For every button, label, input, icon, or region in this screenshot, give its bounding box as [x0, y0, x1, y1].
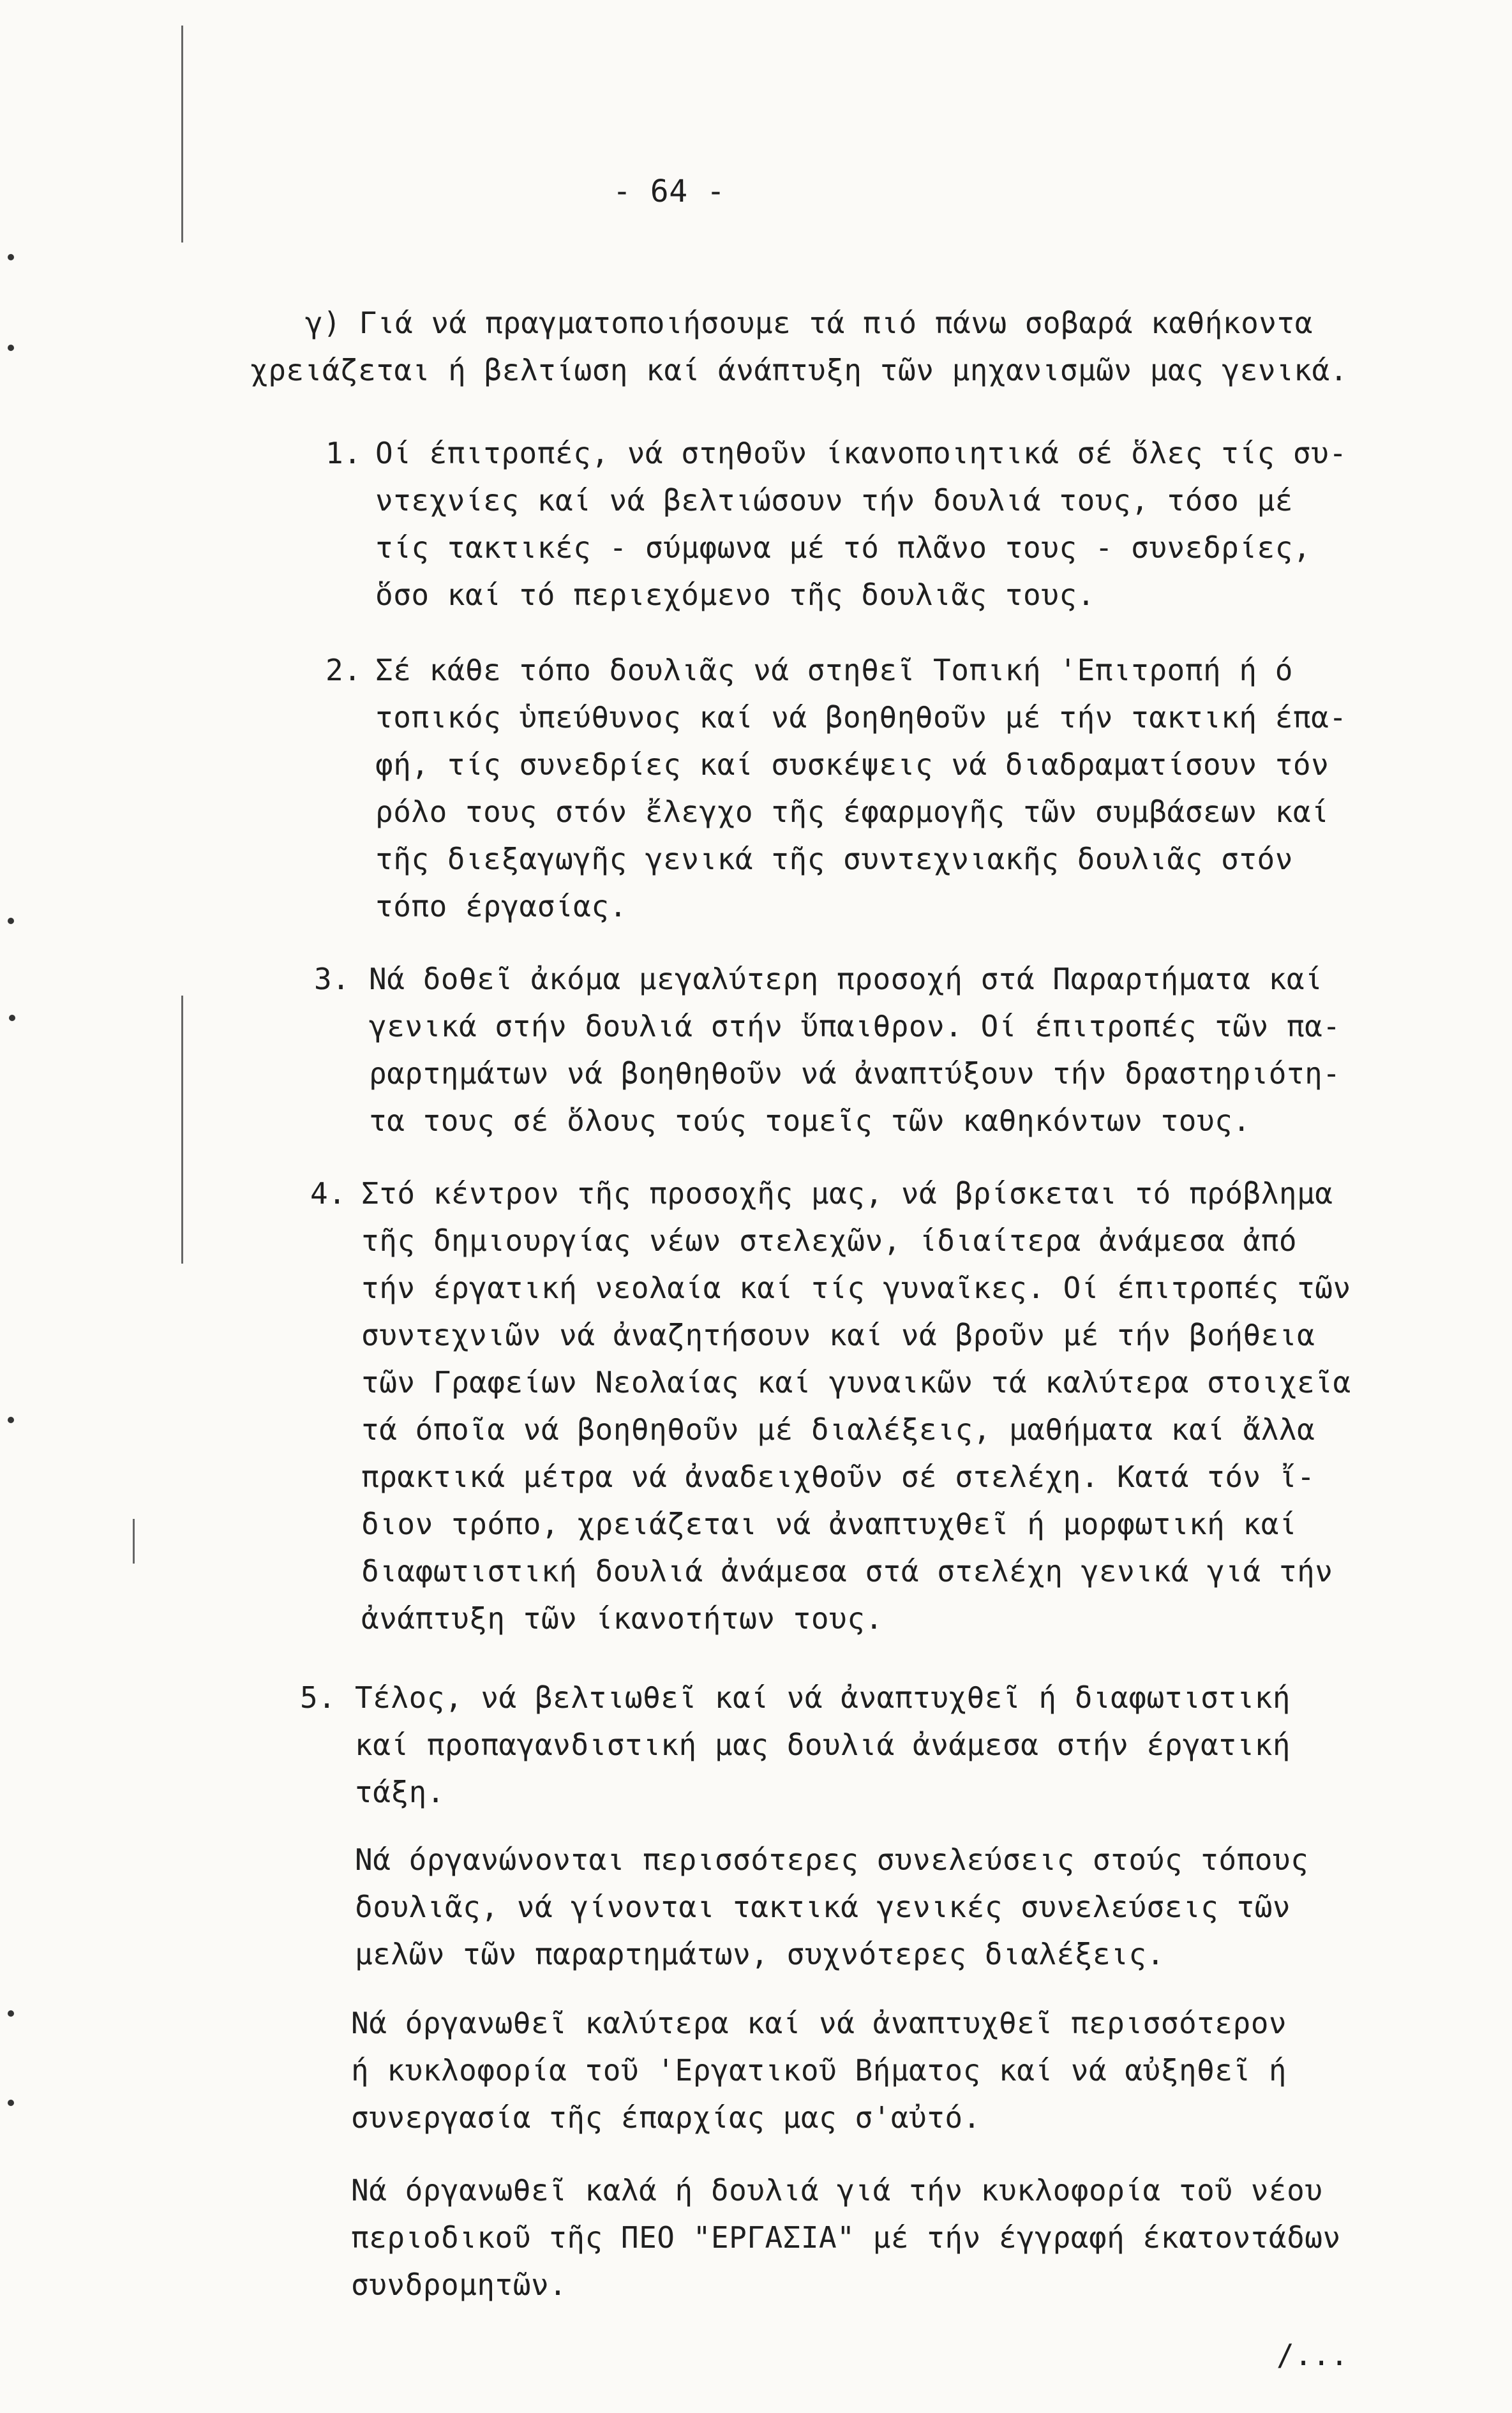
paragraph-line: Νά όργανώνονται περισσότερες συνελεύσεις στούς τόπους — [355, 1842, 1309, 1877]
margin-line-mark — [181, 996, 183, 1264]
item-line: ραρτημάτων νά βοηθηθοῦν νά ἀναπτύξουν τήν δραστηριότη- — [369, 1056, 1341, 1091]
continuation-mark: /... — [1276, 2338, 1349, 2372]
item-line: τίς τακτικές - σύμφωνα μέ τό πλᾶνο τους - συνεδρίες, — [375, 530, 1312, 565]
item-line: ἀνάπτυξη τῶν ίκανοτήτων τους. — [361, 1601, 883, 1636]
margin-dot — [8, 918, 14, 924]
intro-line: χρειάζεται ή βελτίωση καί άνάπτυξη τῶν μηχανισμῶν μας γενικά. — [250, 353, 1348, 387]
margin-dot — [8, 254, 14, 260]
item-line: τοπικός ὑπεύθυνος καί νά βοηθηθοῦν μέ τήν τακτική έπα- — [375, 700, 1347, 735]
item-number: 4. — [310, 1176, 347, 1211]
paragraph-line: Νά όργανωθεῖ καλά ή δουλιά γιά τήν κυκλοφορία τοῦ νέου — [351, 2173, 1323, 2208]
item-line: Νά δοθεῖ ἀκόμα μεγαλύτερη προσοχή στά Παραρτήματα καί — [369, 962, 1323, 996]
intro-line: γ) Γιά νά πραγματοποιήσουμε τά πιό πάνω σοβαρά καθήκοντα — [305, 306, 1313, 340]
margin-dot — [8, 2100, 14, 2106]
item-line: τήν έργατική νεολαία καί τίς γυναῖκες. Οί έπιτροπές τῶν — [361, 1271, 1351, 1305]
item-number: 5. — [300, 1680, 336, 1715]
item-line: τῆς δημιουργίας νέων στελεχῶν, ίδιαίτερα ἀνάμεσα ἀπό — [361, 1223, 1298, 1258]
item-line: πρακτικά μέτρα νά ἀναδειχθοῦν σέ στελέχη. Κατά τόν ἴ- — [361, 1460, 1315, 1494]
margin-line-mark — [181, 26, 183, 243]
item-line: διαφωτιστική δουλιά ἀνάμεσα στά στελέχη γενικά γιά τήν — [361, 1554, 1333, 1588]
margin-line-mark — [133, 1519, 135, 1564]
item-line: συντεχνιῶν νά ἀναζητήσουν καί νά βροῦν μέ τήν βοήθεια — [361, 1318, 1315, 1352]
item-line: τά όποῖα νά βοηθηθοῦν μέ διαλέξεις, μαθήματα καί ἄλλα — [361, 1412, 1315, 1447]
page-number: - 64 - — [613, 174, 726, 209]
item-number: 2. — [326, 653, 362, 687]
item-line: Οί έπιτροπές, νά στηθοῦν ίκανοποιητικά σέ ὅλες τίς συ- — [375, 436, 1347, 470]
item-line: ὅσο καί τό περιεχόμενο τῆς δουλιᾶς τους. — [375, 578, 1095, 612]
paragraph-line: δουλιᾶς, νά γίνονται τακτικά γενικές συνελεύσεις τῶν — [355, 1890, 1291, 1924]
item-line: τῆς διεξαγωγῆς γενικά τῆς συντεχνιακῆς δουλιᾶς στόν — [375, 842, 1293, 876]
paragraph-line: περιοδικοῦ τῆς ΠΕΟ "ΕΡΓΑΣΙΑ" μέ τήν έγγραφή έκατοντάδων — [351, 2220, 1341, 2255]
margin-dot — [8, 1417, 14, 1423]
margin-dot — [8, 2010, 14, 2017]
item-line: ντεχνίες καί νά βελτιώσουν τήν δουλιά τους, τόσο μέ — [375, 483, 1293, 518]
paragraph-line: συνδρομητῶν. — [351, 2267, 567, 2302]
paragraph-line: Νά όργανωθεῖ καλύτερα καί νά ἀναπτυχθεῖ περισσότερον — [351, 2006, 1287, 2040]
item-line: τόπο έργασίας. — [375, 889, 627, 923]
item-line: τῶν Γραφείων Νεολαίας καί γυναικῶν τά καλύτερα στοιχεῖα — [361, 1365, 1351, 1400]
paragraph-line: συνεργασία τῆς έπαρχίας μας σ'αὐτό. — [351, 2100, 981, 2135]
item-line: φή, τίς συνεδρίες καί συσκέψεις νά διαδραματίσουν τόν — [375, 747, 1329, 782]
item-line: ρόλο τους στόν ἔλεγχο τῆς έφαρμογῆς τῶν συμβάσεων καί — [375, 795, 1329, 829]
item-line: γενικά στήν δουλιά στήν ὕπαιθρον. Οί έπιτροπές τῶν πα- — [369, 1009, 1341, 1043]
margin-dot — [9, 1015, 15, 1021]
item-line: Τέλος, νά βελτιωθεῖ καί νά ἀναπτυχθεῖ ή διαφωτιστική — [355, 1680, 1291, 1715]
item-line: διον τρόπο, χρειάζεται νά ἀναπτυχθεῖ ή μορφωτική καί — [361, 1507, 1298, 1541]
paragraph-line: μελῶν τῶν παραρτημάτων, συχνότερες διαλέξεις. — [355, 1937, 1165, 1971]
item-number: 3. — [314, 962, 350, 996]
paragraph-line: ή κυκλοφορία τοῦ 'Εργατικοῦ Βήματος καί νά αὐξηθεῖ ή — [351, 2053, 1287, 2088]
item-line: Σέ κάθε τόπο δουλιᾶς νά στηθεῖ Τοπική 'Επιτροπή ή ό — [375, 653, 1293, 687]
item-line: τάξη. — [355, 1775, 445, 1809]
item-line: τα τους σέ ὅλους τούς τομεῖς τῶν καθηκόντων τους. — [369, 1103, 1251, 1138]
item-number: 1. — [326, 436, 362, 470]
margin-dot — [8, 345, 14, 351]
item-line: καί προπαγανδιστική μας δουλιά ἀνάμεσα στήν έργατική — [355, 1728, 1291, 1762]
item-line: Στό κέντρον τῆς προσοχῆς μας, νά βρίσκεται τό πρόβλημα — [361, 1176, 1333, 1211]
